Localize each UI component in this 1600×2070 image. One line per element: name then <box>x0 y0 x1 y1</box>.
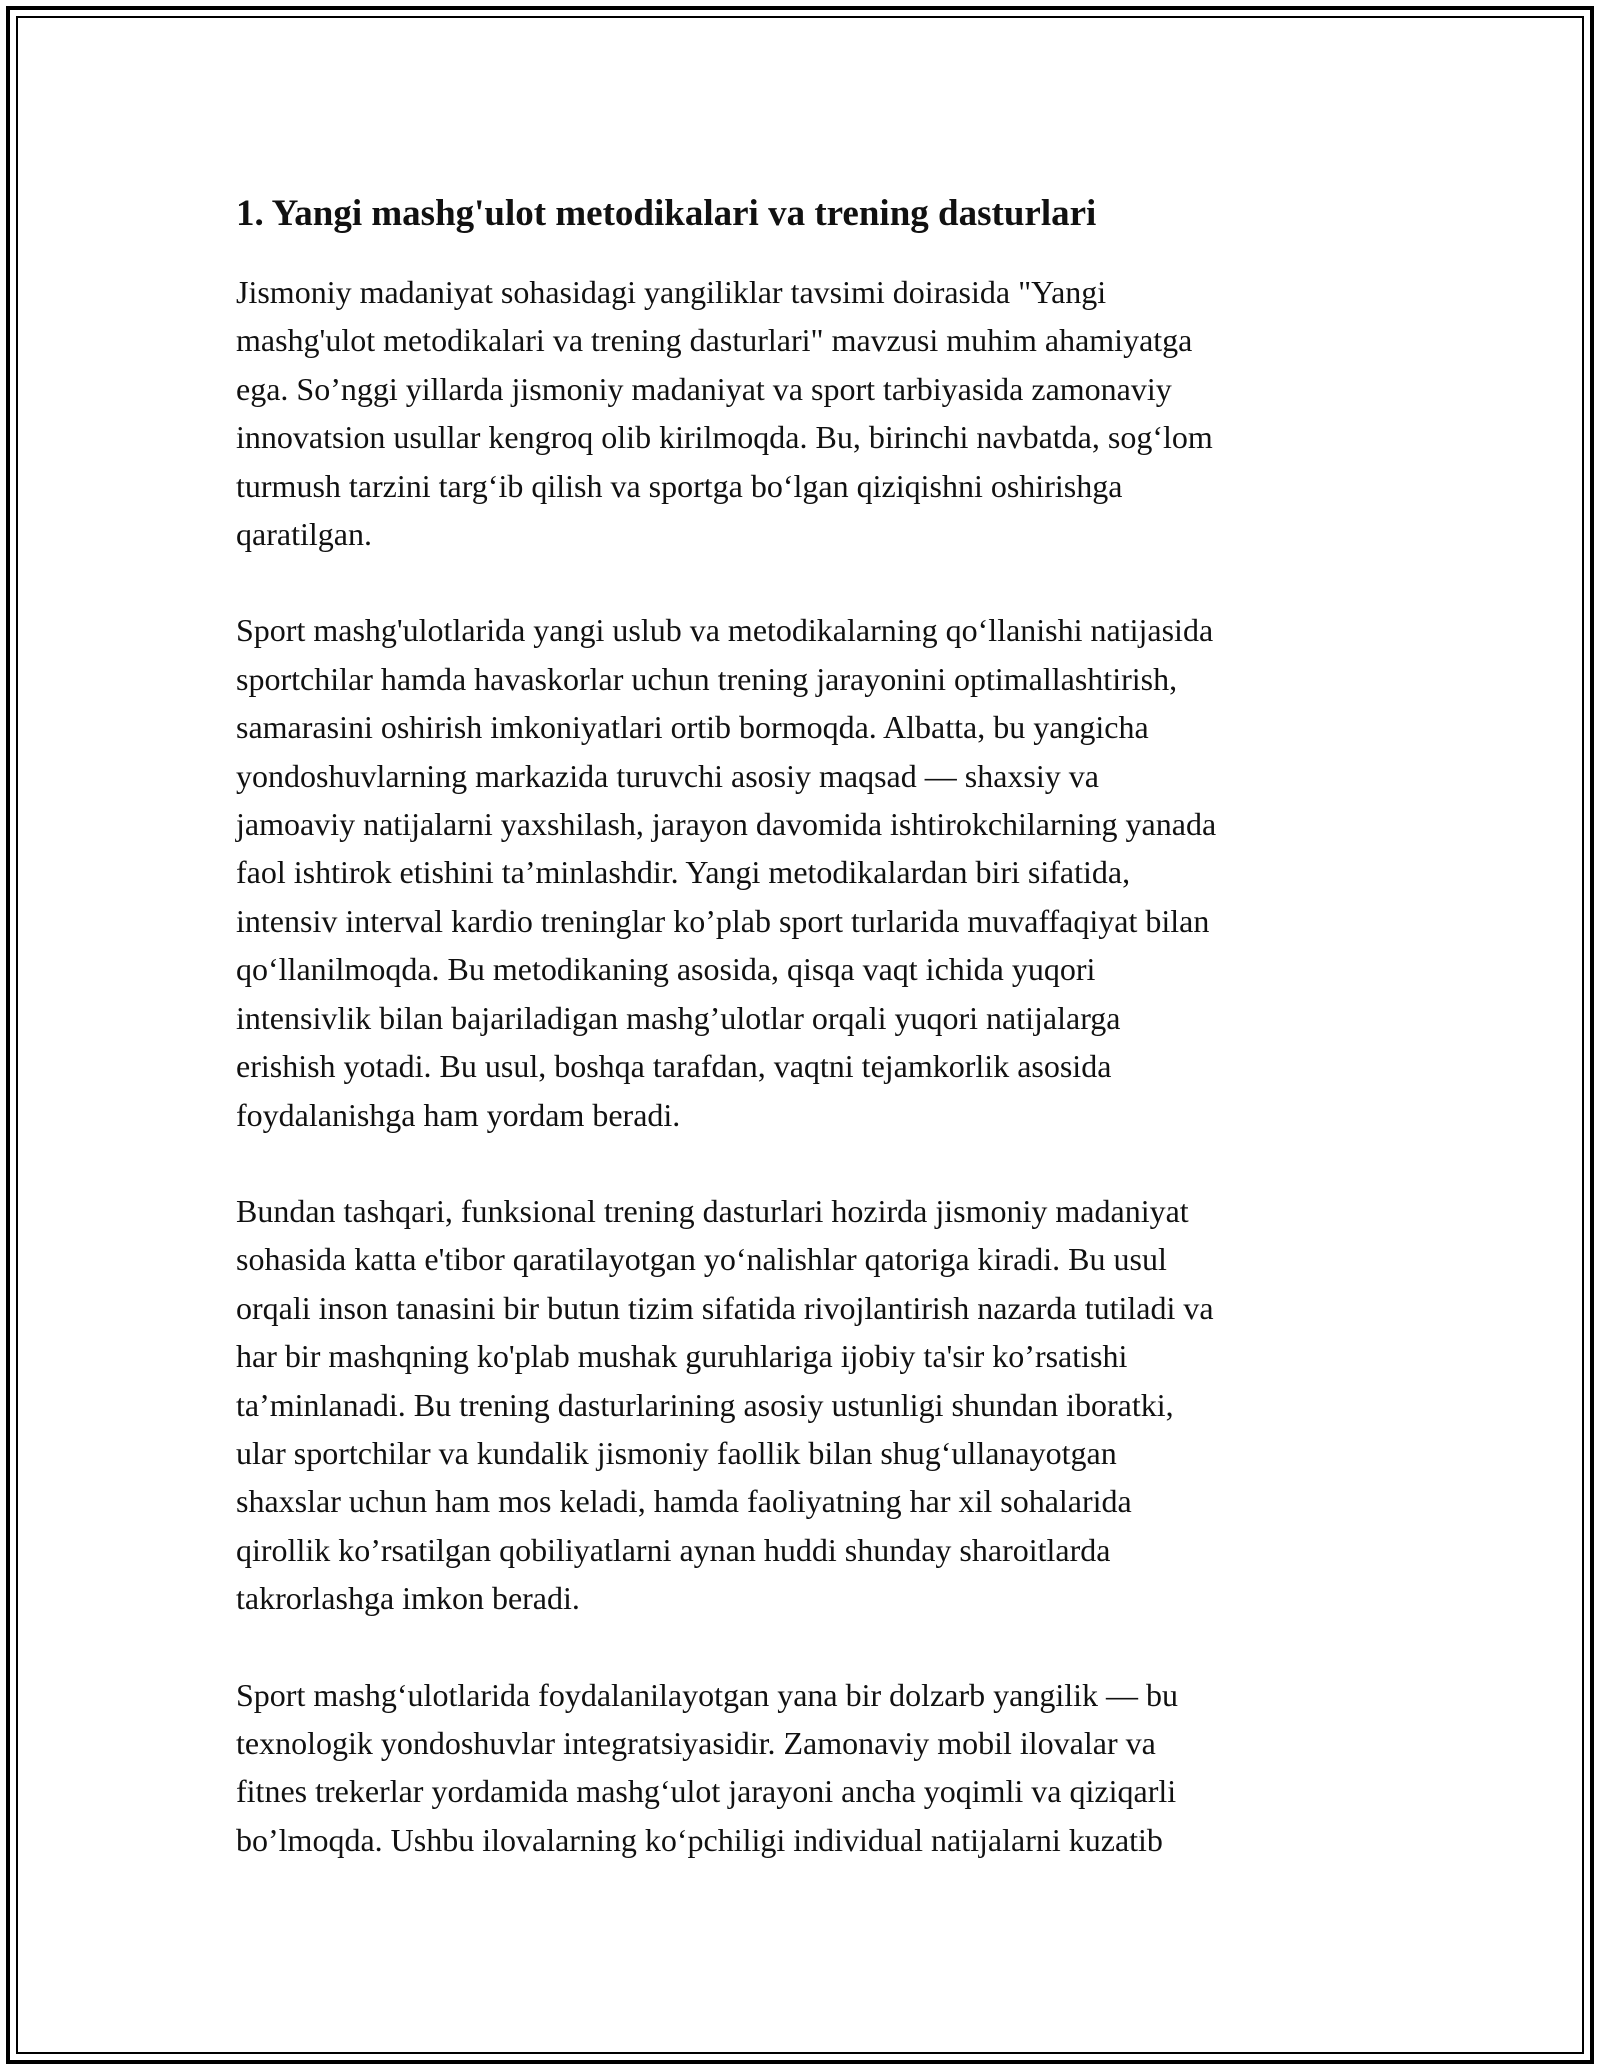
paragraph-4: Sport mashg‘ulotlarida foydalanilayotgan yana bir dolzarb yangilik — bu texnologik yondoshuvlar integratsiyasidir. Zamonaviy mobil ilovalar va fitnes trekerlar yordamida mashg‘ulot jarayoni ancha yoqimli va qiziqarli bo’lmoqda. Ushbu ilovalarning ko‘pchiligi individual natijalarni kuzatib <box>236 1676 1178 1858</box>
document-body <box>236 190 1366 1912</box>
paragraph-2: Sport mashg'ulotlarida yangi uslub va metodikalarning qo‘llanishi natijasida sportchilar hamda havaskorlar uchun trening jarayonini optimallashtirish, samarasini oshirish imkoniyatlari ortib bormoqda. Albatta, bu yangicha yondoshuvlarning markazida turuvchi asosiy maqsad — shaxsiy va jamoaviy natijalarni yaxshilash, jarayon davomida ishtirokchilarning yanada faol ishtirok etishini ta’minlashdir. Yangi metodikalardan biri sifatida, intensiv interval kardio treninglar ko’plab sport turlarida muvaffaqiyat bilan qo‘llanilmoqda. Bu metodikaning asosida, qisqa vaqt ichida yuqori intensivlik bilan bajariladigan mashg’ulotlar orqali yuqori natijalarga erishish yotadi. Bu usul, boshqa tarafdan, vaqtni tejamkorlik asosida foydalanishga ham yordam beradi. <box>236 612 1217 1133</box>
paragraph-1: Jismoniy madaniyat sohasidagi yangiliklar tavsimi doirasida "Yangi mashg'ulot metodikalari va trening dasturlari" mavzusi muhim ahamiyatga ega. So’nggi yillarda jismoniy madaniyat va sport tarbiyasida zamonaviy innovatsion usullar kengroq olib kirilmoqda. Bu, birinchi navbatda, sog‘lom turmush tarzini targ‘ib qilish va sportga bo‘lgan qiziqishni oshirishga qaratilgan. <box>236 274 1213 553</box>
section-heading: 1. Yangi mashg'ulot metodikalari va trening dasturlari <box>236 193 1097 234</box>
paragraph-3: Bundan tashqari, funksional trening dasturlari hozirda jismoniy madaniyat sohasida katta e'tibor qaratilayotgan yo‘nalishlar qatoriga kiradi. Bu usul orqali inson tanasini bir butun tizim sifatida rivojlantirish nazarda tutiladi va har bir mashqning ko'plab mushak guruhlariga ijobiy ta'sir ko’rsatishi ta’minlanadi. Bu trening dasturlarining asosiy ustunligi shundan iboratki, ular sportchilar va kundalik jismoniy faollik bilan shug‘ullanayotgan shaxslar uchun ham mos keladi, hamda faoliyatning har xil sohalarida qirollik ko’rsatilgan qobiliyatlarni aynan huddi shunday sharoitlarda takrorlashga imkon beradi. <box>236 1192 1214 1617</box>
